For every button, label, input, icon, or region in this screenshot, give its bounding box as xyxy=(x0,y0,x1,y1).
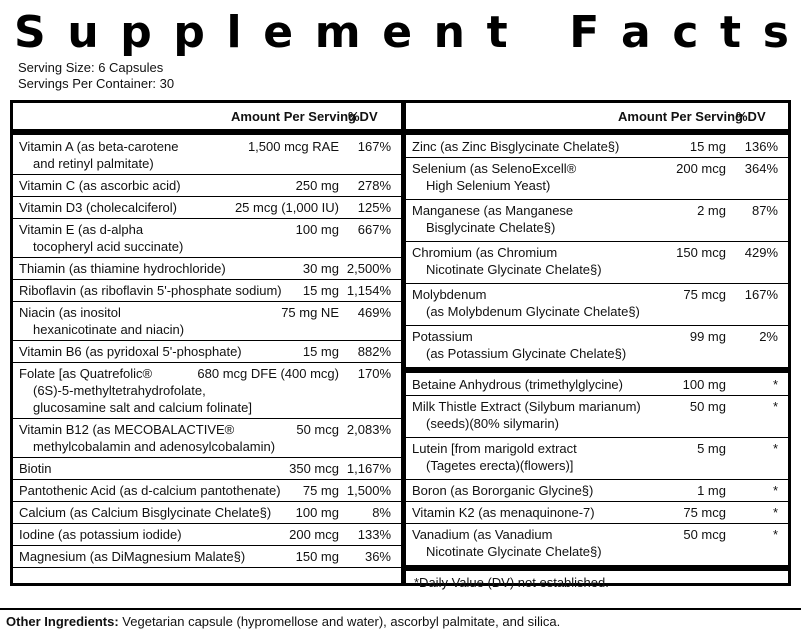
nutrient-row xyxy=(406,479,788,502)
title-letter: a xyxy=(620,6,651,58)
footnote: *Daily Value (DV) not established. xyxy=(414,575,609,590)
nutrient-amount: 50 mcg xyxy=(683,527,726,542)
nutrient-name xyxy=(19,304,184,338)
nutrient-name-line: Riboflavin (as riboflavin 5'-phosphate sodium) xyxy=(19,283,282,298)
nutrient-dv: * xyxy=(772,377,778,392)
left-header xyxy=(13,103,401,135)
nutrient-name-line: Niacin (as inositol xyxy=(19,305,121,320)
nutrient-amount: 5 mg xyxy=(697,441,726,456)
nutrient-dv: * xyxy=(772,527,778,542)
nutrient-name-line: Zinc (as Zinc Bisglycinate Chelate§) xyxy=(412,139,620,154)
nutrient-name xyxy=(19,526,182,543)
nutrient-name-line: and retinyl palmitate) xyxy=(33,156,154,171)
nutrient-amount: 350 mcg xyxy=(289,461,339,476)
nutrient-row xyxy=(406,283,788,326)
nutrient-dv: * xyxy=(772,483,778,498)
nutrient-dv: 125% xyxy=(357,200,391,215)
nutrient-dv: 2,500% xyxy=(346,261,391,276)
title-letter: u xyxy=(67,6,99,58)
nutrient-row xyxy=(406,373,788,396)
supplement-facts-title xyxy=(14,6,789,58)
nutrient-name-line: (6S)-5-methyltetrahydrofolate, xyxy=(33,383,206,398)
nutrient-amount: 50 mcg xyxy=(296,422,339,437)
other-ingredients-label: Other Ingredients: xyxy=(6,614,119,629)
nutrient-dv: 364% xyxy=(744,161,778,176)
nutrient-dv: 1,500% xyxy=(346,483,391,498)
nutrient-dv: 278% xyxy=(357,178,391,193)
nutrient-dv: 1,167% xyxy=(346,461,391,476)
nutrient-row xyxy=(406,199,788,242)
nutrient-name-line: Nicotinate Glycinate Chelate§) xyxy=(426,262,602,277)
nutrient-amount: 250 mg xyxy=(295,178,339,193)
nutrient-row xyxy=(13,257,401,280)
title-letter: n xyxy=(433,6,465,58)
nutrient-amount: 99 mg xyxy=(689,329,726,344)
nutrient-amount: 200 mcg xyxy=(289,527,339,542)
nutrient-dv: 2% xyxy=(759,329,778,344)
nutrient-name-line: Biotin xyxy=(19,461,52,476)
nutrient-dv: 882% xyxy=(357,344,391,359)
nutrient-name xyxy=(412,504,595,521)
nutrient-name-line: Thiamin (as thiamine hydrochloride) xyxy=(19,261,226,276)
nutrient-dv: 170% xyxy=(357,366,391,381)
nutrient-name-line: Pantothenic Acid (as d-calcium pantothenate) xyxy=(19,483,281,498)
nutrient-name xyxy=(412,202,573,236)
nutrient-name xyxy=(19,460,52,477)
nutrient-amount: 1 mg xyxy=(697,483,726,498)
nutrient-dv: 167% xyxy=(744,287,778,302)
title-letter: t xyxy=(720,6,742,58)
nutrient-row xyxy=(406,523,788,566)
nutrient-name-line: Chromium (as Chromium xyxy=(412,245,558,260)
other-ingredients-text: Vegetarian capsule (hypromellose and water), ascorbyl palmitate, and silica. xyxy=(118,614,561,629)
title-letter: c xyxy=(672,6,699,58)
nutrient-amount: 100 mg xyxy=(295,505,339,520)
nutrient-name xyxy=(412,286,640,320)
nutrient-name-line: Boron (as Bororganic Glycine§) xyxy=(412,483,594,498)
title-letter: l xyxy=(226,6,242,58)
servings-per-container: Servings Per Container: 30 xyxy=(18,76,175,91)
nutrient-row xyxy=(406,241,788,284)
nutrient-name-line: (as Molybdenum Glycinate Chelate§) xyxy=(426,304,640,319)
nutrient-name xyxy=(412,376,623,393)
nutrient-amount: 200 mcg xyxy=(676,161,726,176)
nutrient-name xyxy=(19,504,271,521)
nutrient-row xyxy=(406,437,788,480)
nutrient-row xyxy=(13,135,401,175)
title-letter: p xyxy=(173,6,205,58)
nutrient-amount: 15 mg xyxy=(302,344,339,359)
nutrient-name xyxy=(19,343,242,360)
nutrient-amount: 1,500 mcg RAE xyxy=(247,139,339,154)
nutrient-name-line: Iodine (as potassium iodide) xyxy=(19,527,182,542)
nutrient-amount: 30 mg xyxy=(302,261,339,276)
nutrient-amount: 50 mg xyxy=(689,399,726,414)
nutrient-row xyxy=(13,174,401,197)
nutrient-name-line: Vitamin K2 (as menaquinone-7) xyxy=(412,505,595,520)
nutrient-name-line: hexanicotinate and niacin) xyxy=(33,322,185,337)
nutrient-name xyxy=(19,138,178,172)
nutrient-name-line: (Tagetes erecta)(flowers)] xyxy=(426,458,574,473)
nutrient-name-line: High Selenium Yeast) xyxy=(426,178,551,193)
bottom-rule xyxy=(0,608,801,610)
nutrient-dv: 429% xyxy=(744,245,778,260)
section-divider xyxy=(406,565,788,571)
left-panel xyxy=(10,100,404,586)
nutrient-dv: 36% xyxy=(364,549,391,564)
nutrient-name-line: Lutein [from marigold extract xyxy=(412,441,577,456)
nutrient-name xyxy=(412,160,576,194)
nutrient-dv: 8% xyxy=(372,505,391,520)
nutrient-row xyxy=(406,395,788,438)
title-letter: S xyxy=(14,6,46,58)
nutrient-name-line: Vanadium (as Vanadium xyxy=(412,527,553,542)
nutrient-name xyxy=(19,482,281,499)
title-letter: m xyxy=(314,6,361,58)
nutrient-name-line: Nicotinate Glycinate Chelate§) xyxy=(426,544,602,559)
nutrient-row xyxy=(406,157,788,200)
nutrient-row xyxy=(13,457,401,480)
nutrient-row xyxy=(13,196,401,219)
nutrient-row xyxy=(13,301,401,341)
nutrient-amount: 15 mg xyxy=(302,283,339,298)
nutrient-name-line: methylcobalamin and adenosylcobalamin) xyxy=(33,439,276,454)
nutrient-name-line: Betaine Anhydrous (trimethylglycine) xyxy=(412,377,623,392)
nutrient-name xyxy=(19,282,282,299)
nutrient-dv: 1,154% xyxy=(346,283,391,298)
nutrient-dv: 136% xyxy=(744,139,778,154)
nutrient-dv: 167% xyxy=(357,139,391,154)
nutrient-row xyxy=(13,523,401,546)
nutrient-name-line: Vitamin D3 (cholecalciferol) xyxy=(19,200,177,215)
nutrient-amount: 2 mg xyxy=(697,203,726,218)
nutrient-name xyxy=(412,440,577,474)
nutrient-name xyxy=(19,177,181,194)
title-letter: p xyxy=(120,6,152,58)
nutrient-name-line: Folate [as Quatrefolic® xyxy=(19,366,153,381)
nutrient-amount: 100 mg xyxy=(295,222,339,237)
nutrient-row xyxy=(13,545,401,568)
nutrient-name-line: (seeds)(80% silymarin) xyxy=(426,416,559,431)
title-letter: F xyxy=(569,6,600,58)
nutrient-name-line: Potassium xyxy=(412,329,473,344)
right-header xyxy=(406,103,788,135)
nutrient-amount: 680 mcg DFE (400 mcg) xyxy=(197,366,339,381)
nutrient-name-line: tocopheryl acid succinate) xyxy=(33,239,184,254)
title-letter: e xyxy=(382,6,413,58)
nutrient-name xyxy=(19,421,275,455)
amount-header: Amount Per Serving xyxy=(618,109,743,124)
dv-header: %DV xyxy=(348,109,378,124)
nutrient-name-line: Vitamin B12 (as MECOBALACTIVE® xyxy=(19,422,235,437)
title-letter: e xyxy=(263,6,294,58)
nutrient-name-line: Magnesium (as DiMagnesium Malate§) xyxy=(19,549,246,564)
nutrient-row xyxy=(13,501,401,524)
nutrient-dv: 87% xyxy=(751,203,778,218)
nutrient-name xyxy=(412,328,626,362)
nutrient-row xyxy=(13,279,401,302)
title-letter: t xyxy=(486,6,508,58)
nutrient-name-line: Manganese (as Manganese xyxy=(412,203,574,218)
nutrient-amount: 150 mcg xyxy=(676,245,726,260)
nutrient-dv: * xyxy=(772,505,778,520)
title-letter: s xyxy=(762,6,789,58)
nutrient-amount: 100 mg xyxy=(682,377,726,392)
nutrient-name-line: Vitamin A (as beta-carotene xyxy=(19,139,179,154)
nutrient-amount: 75 mcg xyxy=(683,505,726,520)
nutrient-dv: 133% xyxy=(357,527,391,542)
nutrient-row xyxy=(13,479,401,502)
nutrient-amount: 75 mg NE xyxy=(281,305,339,320)
nutrient-name xyxy=(412,526,602,560)
nutrient-name xyxy=(412,138,619,155)
nutrient-name-line: Molybdenum xyxy=(412,287,487,302)
nutrient-name xyxy=(412,482,593,499)
nutrient-name xyxy=(19,199,177,216)
nutrient-amount: 15 mg xyxy=(689,139,726,154)
nutrient-name-line: Vitamin C (as ascorbic acid) xyxy=(19,178,181,193)
nutrient-name xyxy=(19,221,183,255)
nutrient-name-line: Calcium (as Calcium Bisglycinate Chelate§) xyxy=(19,505,272,520)
nutrient-amount: 75 mg xyxy=(302,483,339,498)
nutrient-row xyxy=(13,340,401,363)
nutrient-row xyxy=(406,135,788,158)
nutrient-name xyxy=(412,398,641,432)
nutrient-dv: 2,083% xyxy=(346,422,391,437)
nutrient-name-line: Selenium (as SelenoExcell® xyxy=(412,161,577,176)
nutrient-name xyxy=(412,244,602,278)
nutrient-name-line: glucosamine salt and calcium folinate] xyxy=(33,400,252,415)
dv-header: %DV xyxy=(736,109,766,124)
nutrient-row xyxy=(13,418,401,458)
amount-header: Amount Per Serving xyxy=(231,109,356,124)
right-panel xyxy=(403,100,791,590)
nutrient-dv: * xyxy=(772,441,778,456)
nutrient-dv: 667% xyxy=(357,222,391,237)
nutrient-row xyxy=(13,218,401,258)
nutrient-amount: 150 mg xyxy=(295,549,339,564)
nutrient-name xyxy=(19,548,245,565)
nutrient-name-line: Milk Thistle Extract (Silybum marianum) xyxy=(412,399,641,414)
nutrient-name-line: Vitamin E (as d-alpha xyxy=(19,222,144,237)
nutrient-name-line: (as Potassium Glycinate Chelate§) xyxy=(426,346,627,361)
nutrient-row xyxy=(406,325,788,368)
nutrient-dv: * xyxy=(772,399,778,414)
nutrient-dv: 469% xyxy=(357,305,391,320)
nutrient-amount: 75 mcg xyxy=(683,287,726,302)
nutrient-amount: 25 mcg (1,000 IU) xyxy=(234,200,339,215)
nutrient-row xyxy=(13,362,401,419)
nutrient-row xyxy=(406,501,788,524)
other-ingredients xyxy=(6,614,796,629)
nutrient-name-line: Bisglycinate Chelate§) xyxy=(426,220,556,235)
nutrient-name-line: Vitamin B6 (as pyridoxal 5'-phosphate) xyxy=(19,344,242,359)
nutrient-name xyxy=(19,260,226,277)
serving-size: Serving Size: 6 Capsules xyxy=(18,60,164,75)
